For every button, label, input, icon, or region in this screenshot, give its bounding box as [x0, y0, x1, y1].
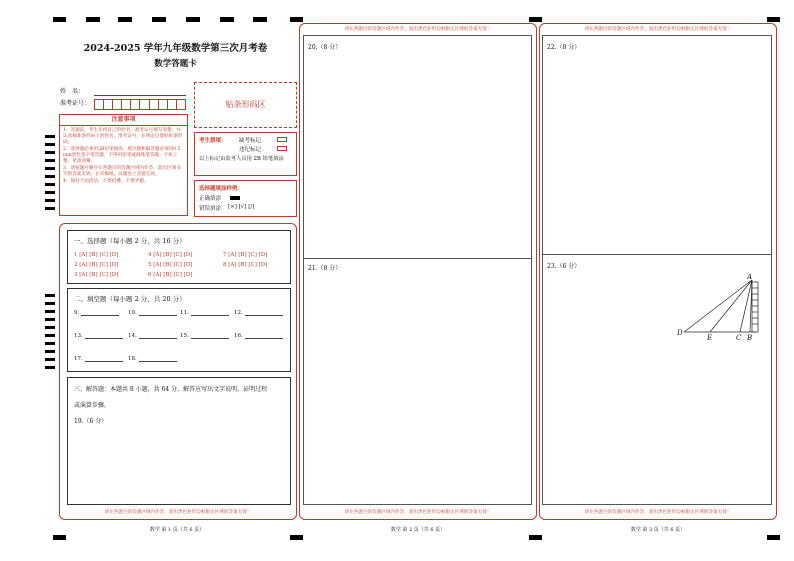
notice-item: 4．保持卡面清洁，不要折叠、不要弄破。: [63, 179, 149, 184]
registration-mark: [529, 17, 542, 22]
name-label: 姓 名：: [60, 88, 85, 95]
fill-q10[interactable]: [128, 310, 177, 316]
registration-mark: [767, 17, 780, 22]
q16-number: 16.: [234, 333, 243, 339]
timing-mark: [45, 358, 55, 361]
notice-item: 1．答题前，考生先将自己的姓名，准考证号填写清楚，并认真核准条形码上的姓名、准考证号，在规定位置贴好条形码。: [63, 128, 183, 145]
fill-q13[interactable]: [74, 333, 123, 339]
q12-number: 12.: [234, 310, 243, 316]
footer-page3: 数学 第 3 页（共 6 页）: [630, 527, 686, 533]
timing-mark: [45, 318, 55, 321]
q20-label: 20.（8 分）: [308, 44, 342, 51]
warning-page1: 请在各题目的答题区域内作答，超出黑色矩形边框限定区域的答案无效！: [104, 510, 252, 515]
q2-options[interactable]: 2 [A] [B] [C] [D]: [74, 262, 119, 268]
warning-page2-top: 请在各题目的答题区域内作答，超出黑色矩形边框限定区域的答案无效！: [344, 27, 492, 32]
notice-item: 3．请按题号顺序在各题目的答题区域内作答，超出区域书写的答案无效；在草稿纸、试题卷上答题无效。: [63, 166, 181, 177]
registration-mark: [253, 17, 267, 22]
exam-status-box: [194, 132, 297, 176]
timing-mark: [45, 175, 55, 178]
registration-mark: [290, 535, 303, 540]
q10-number: 10.: [128, 310, 137, 316]
q23-label: 23.（6 分）: [547, 263, 581, 270]
timing-mark: [45, 167, 55, 170]
wrong-fill-label: 错误填涂: [199, 206, 222, 212]
fill-q9[interactable]: [74, 310, 119, 316]
fill-example-title: 选择题填涂样例：: [199, 186, 244, 192]
section1-title: 一、选择题（每小题 2 分，共 16 分）: [74, 237, 186, 245]
timing-mark: [45, 135, 55, 138]
timing-mark: [45, 143, 55, 146]
footer-page2: 数学 第 2 页（共 6 页）: [390, 527, 446, 533]
section3-title: 三、解答题：本题共 8 小题，共 64 分。解答应写出文字说明、证明过程: [74, 386, 268, 393]
fill-q18[interactable]: [128, 356, 177, 362]
timing-mark: [45, 326, 55, 329]
timing-mark: [45, 151, 55, 154]
fill-q15[interactable]: [180, 333, 229, 339]
q3-options[interactable]: 3 [A] [B] [C] [D]: [74, 272, 119, 278]
q20-answer-area[interactable]: [303, 35, 532, 259]
fill-q16[interactable]: [234, 333, 283, 339]
timing-mark: [45, 183, 55, 186]
timing-mark: [45, 294, 55, 297]
exam-status-label: 考生禁填：: [199, 138, 227, 144]
registration-mark: [290, 17, 303, 22]
correct-fill-sample: [230, 196, 240, 200]
registration-mark: [118, 17, 132, 22]
exam-title: 2024-2025 学年九年级数学第三次月考卷: [83, 43, 268, 54]
barcode-area: [194, 82, 297, 128]
q4-options[interactable]: 4 [A] [B] [C] [D]: [148, 252, 193, 258]
id-label: 准考证号：: [60, 100, 91, 107]
timing-mark: [45, 302, 55, 305]
fill-q14[interactable]: [128, 333, 177, 339]
q22-label: 22.（8 分）: [547, 44, 581, 51]
building: [752, 282, 758, 332]
label-D: D: [677, 329, 683, 337]
absent-checkbox[interactable]: [277, 137, 287, 142]
exam-subtitle: 数学答题卡: [154, 59, 197, 69]
q14-number: 14.: [128, 333, 137, 339]
q9-number: 9.: [74, 310, 80, 316]
name-field[interactable]: [94, 95, 186, 96]
notice-box: [59, 114, 188, 216]
timing-mark: [45, 366, 55, 369]
violation-checkbox[interactable]: [277, 146, 287, 151]
q8-options[interactable]: 8 [A] [B] [C] [D]: [223, 262, 268, 268]
registration-mark: [53, 535, 66, 540]
section2-title: 二、填空题（每小题 2 分，共 20 分）: [74, 295, 186, 303]
q7-options[interactable]: 7 [A] [B] [C] [D]: [223, 252, 268, 258]
id-boxes[interactable]: [94, 99, 186, 110]
registration-mark: [529, 535, 542, 540]
section3-box[interactable]: [67, 377, 291, 505]
fill-example-box: [194, 180, 297, 217]
timing-mark: [45, 207, 55, 210]
status-note: 以上标记由监考人员用 2B 铅笔填涂: [199, 156, 284, 162]
timing-mark: [45, 334, 55, 337]
footer-page1: 数学 第 1 页（共 6 页）: [149, 527, 205, 533]
barcode-label: 贴条形码区: [225, 100, 266, 109]
registration-mark: [767, 535, 780, 540]
q5-options[interactable]: 5 [A] [B] [C] [D]: [148, 262, 193, 268]
wrong-fill-samples: [×] [√] [/]: [228, 204, 255, 210]
q23-figure: [674, 270, 770, 342]
label-E: E: [707, 334, 713, 342]
q15-number: 15.: [180, 333, 189, 339]
registration-mark: [86, 17, 100, 22]
timing-mark: [45, 191, 55, 194]
warning-page3-top: 请在各题目的答题区域内作答，超出黑色矩形边框限定区域的答案无效！: [584, 27, 732, 32]
registration-mark: [152, 17, 166, 22]
section2-box: [67, 288, 291, 372]
label-C: C: [736, 334, 742, 342]
timing-mark: [45, 310, 55, 313]
section1-box: [67, 230, 291, 284]
q17-number: 17.: [74, 356, 83, 362]
label-B: B: [747, 334, 753, 342]
registration-mark: [220, 17, 234, 22]
label-A: A: [747, 273, 753, 281]
fill-q11[interactable]: [180, 310, 229, 316]
q21-label: 21.（8 分）: [308, 265, 342, 272]
q6-options[interactable]: 6 [A] [B] [C] [D]: [148, 272, 193, 278]
timing-mark: [45, 159, 55, 162]
fill-q17[interactable]: [74, 356, 123, 362]
timing-mark: [45, 342, 55, 345]
timing-mark: [45, 199, 55, 202]
q1-options[interactable]: 1 [A] [B] [C] [D]: [74, 252, 119, 258]
registration-mark: [186, 17, 200, 22]
q22-answer-area[interactable]: [542, 35, 772, 255]
q19-label: 19.（6 分）: [74, 418, 108, 425]
warning-page2-bottom: 请在各题目的答题区域内作答，超出黑色矩形边框限定区域的答案无效！: [344, 510, 492, 515]
violation-label: 违纪标记: [239, 147, 262, 153]
warning-page3-bottom: 请在各题目的答题区域内作答，超出黑色矩形边框限定区域的答案无效！: [584, 510, 732, 515]
q18-number: 18.: [128, 356, 137, 362]
notice-item: 2．选择题必须用2B铅笔填涂；填空题和解答题必须用0.5 mm黑色签字笔答题，不得用铅笔或圆珠笔答题；字体工整、笔迹清晰。: [63, 147, 181, 164]
fill-q12[interactable]: [234, 310, 283, 316]
registration-mark: [53, 17, 66, 22]
correct-fill-label: 正确填涂: [199, 196, 222, 202]
q21-answer-area[interactable]: [303, 258, 532, 505]
timing-mark: [45, 350, 55, 353]
absent-label: 缺考标记: [239, 138, 262, 144]
q11-number: 11.: [180, 310, 189, 316]
notice-title: 注意事项: [60, 115, 187, 126]
section3-title-cont: 或演算步骤。: [74, 402, 111, 409]
q13-number: 13.: [74, 333, 83, 339]
